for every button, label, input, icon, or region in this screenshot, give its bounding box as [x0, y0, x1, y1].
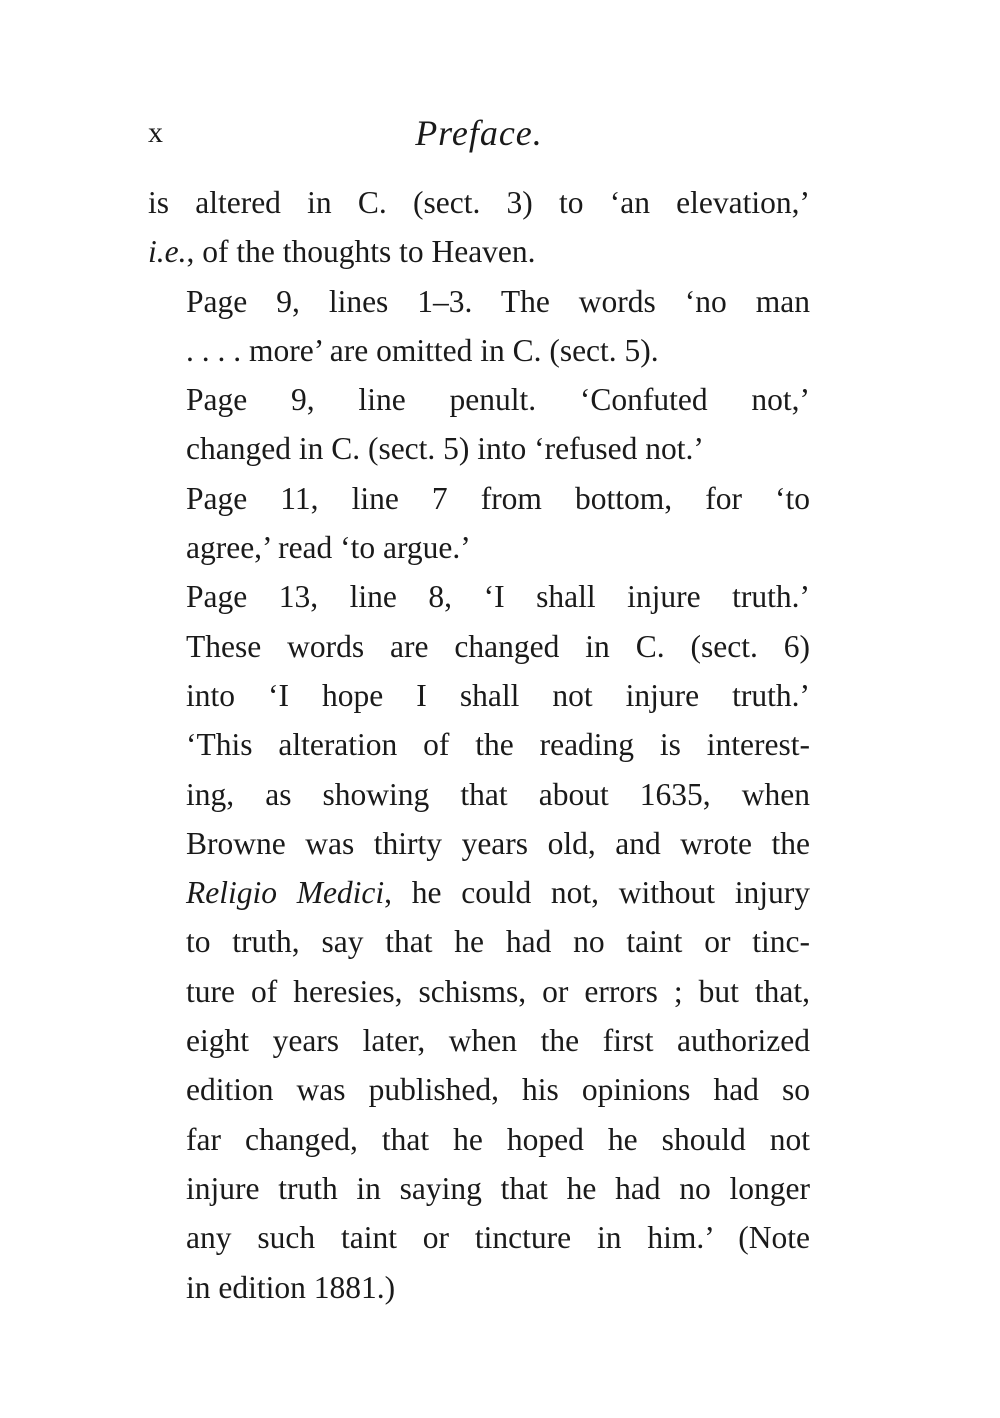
text-line-rest: , he could not, without injury: [384, 875, 811, 911]
text-line: changed in C. (sect. 5) into ‘refused not.’: [186, 431, 704, 467]
text-line: Page 13, line 8, ‘I shall injure truth.’: [186, 579, 810, 615]
page-header: [148, 108, 810, 158]
page-body: [148, 178, 810, 1312]
text-line: far changed, that he hoped he should not: [186, 1121, 810, 1157]
page-number: x: [148, 116, 163, 149]
text-line: edition was published, his opinions had so: [186, 1072, 810, 1108]
paragraph: [148, 474, 810, 573]
book-title-italic: Religio Medici: [186, 875, 385, 911]
text-line: These words are changed in C. (sect. 6): [186, 628, 810, 664]
text-line: is altered in C. (sect. 3) to ‘an elevation,’: [148, 185, 810, 220]
text-line: agree,’ read ‘to argue.’: [186, 530, 471, 566]
text-line: . . . . more’ are omitted in C. (sect. 5).: [186, 332, 659, 368]
text-line-italic-lead: [148, 227, 810, 276]
text-line: to truth, say that he had no taint or tinc-: [186, 924, 810, 960]
paragraph: [148, 572, 810, 1311]
text-line: Page 9, lines 1–3. The words ‘no man: [186, 283, 810, 319]
text-line-with-title: [148, 868, 810, 917]
paragraph: [148, 178, 810, 277]
text-line: ‘This alteration of the reading is interest-: [186, 727, 810, 763]
text-line: eight years later, when the first authorized: [186, 1023, 810, 1059]
text-line: ing, as showing that about 1635, when: [186, 776, 810, 812]
text-line: ture of heresies, schisms, or errors ; but that,: [186, 973, 810, 1009]
text-line: Browne was thirty years old, and wrote the: [186, 825, 810, 861]
paragraph: [148, 277, 810, 376]
italic-abbrev: i.e.: [148, 234, 187, 270]
text-line-rest: , of the thoughts to Heaven.: [186, 234, 536, 270]
running-title: Preface.: [415, 113, 543, 153]
paragraph: [148, 375, 810, 474]
text-line: Page 11, line 7 from bottom, for ‘to: [186, 480, 810, 516]
text-line: any such taint or tincture in him.’ (Note: [186, 1220, 810, 1256]
text-line: in edition 1881.): [186, 1269, 396, 1305]
text-line: Page 9, line penult. ‘Confuted not,’: [186, 382, 810, 418]
text-line: into ‘I hope I shall not injure truth.’: [186, 677, 810, 713]
text-line: injure truth in saying that he had no longer: [186, 1170, 810, 1206]
